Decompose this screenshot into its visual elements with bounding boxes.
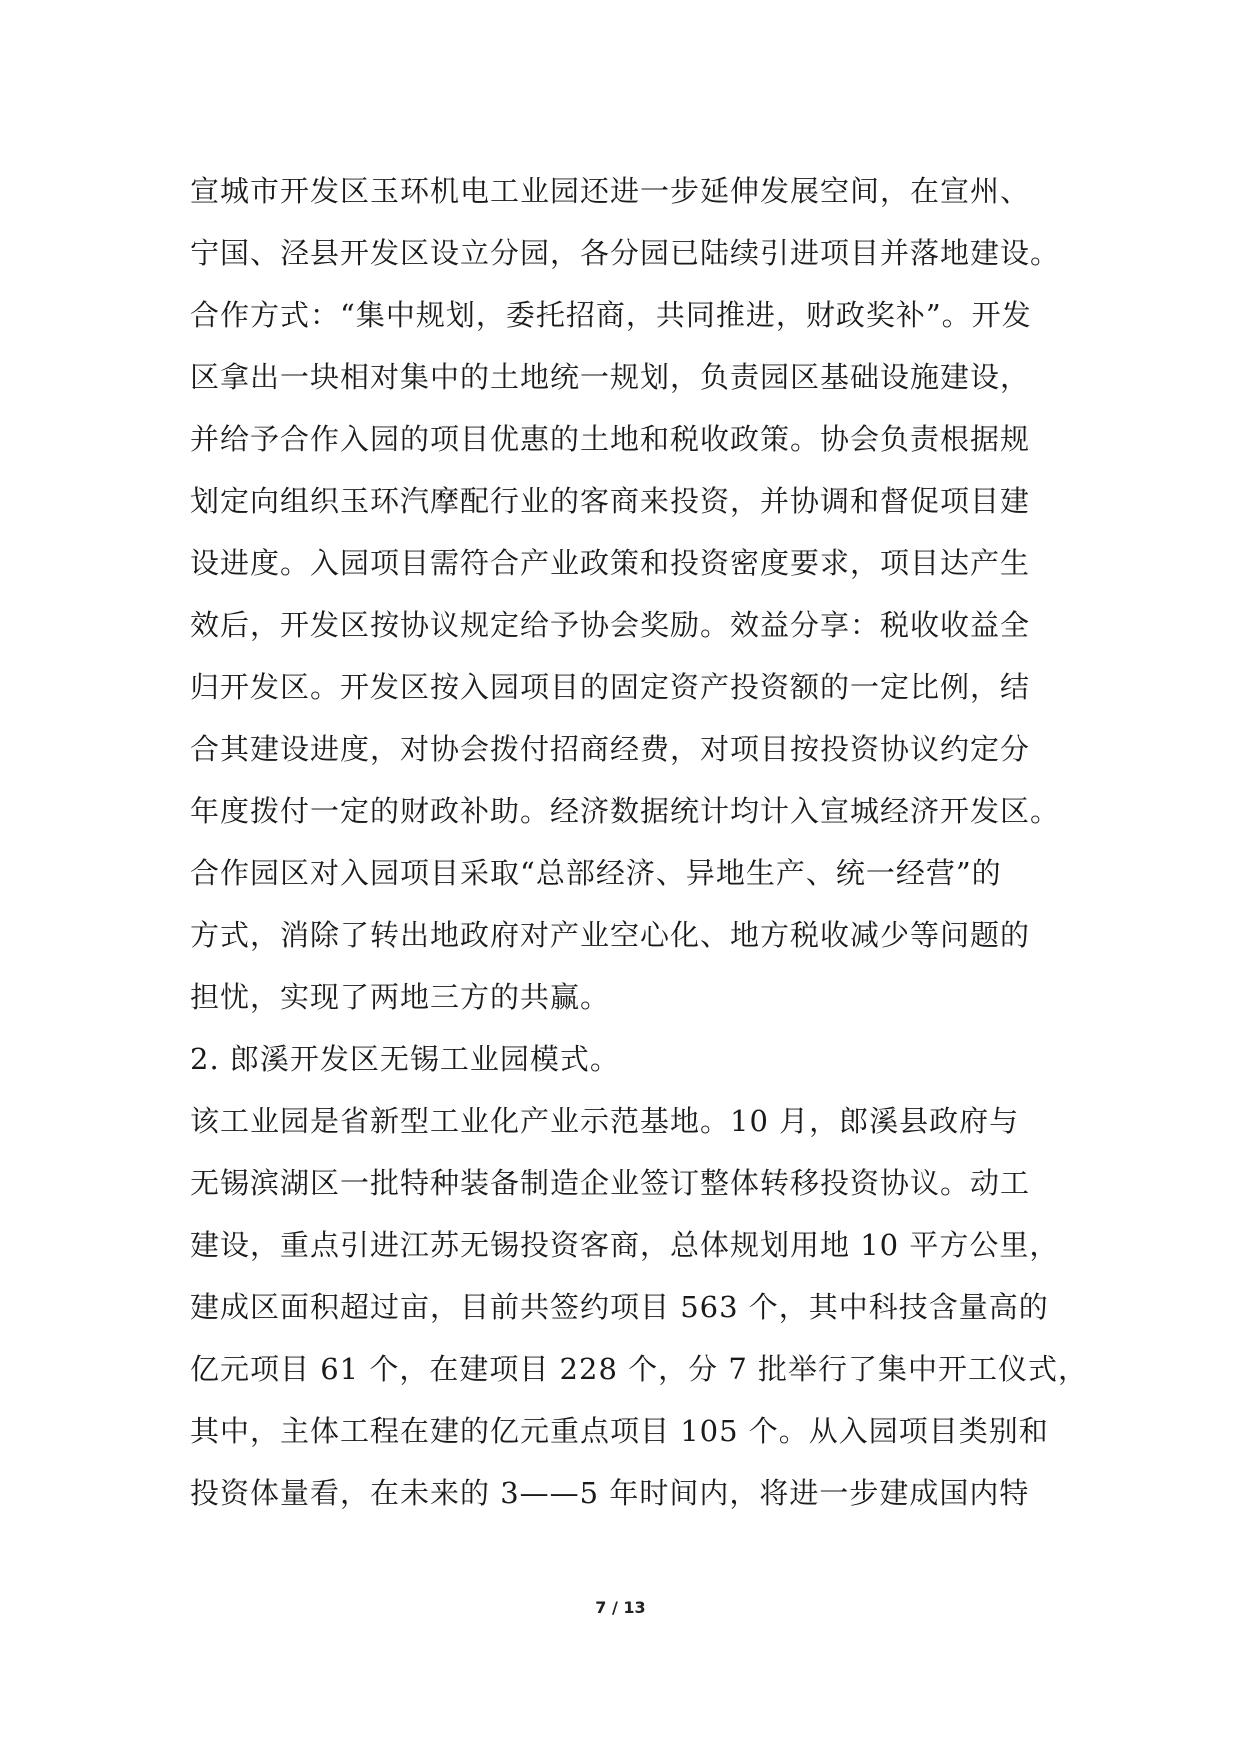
text-line: 归开发区。开发区按入园项目的固定资产投资额的一定比例，结 <box>190 670 1031 704</box>
text-line: 投资体量看，在未来的 3——5 年时间内，将进一步建成国内特 <box>190 1476 1030 1510</box>
text-line: 担忧，实现了两地三方的共赢。 <box>190 980 611 1014</box>
text-line: 宁国、泾县开发区设立分园，各分园已陆续引进项目并落地建设。 <box>190 236 1061 270</box>
text-line: 其中，主体工程在建的亿元重点项目 105 个。从入园项目类别和 <box>190 1414 1049 1448</box>
text-line: 年度拨付一定的财政补助。经济数据统计均计入宣城经济开发区。 <box>190 794 1061 828</box>
text-line: 无锡滨湖区一批特种装备制造企业签订整体转移投资协议。动工 <box>190 1166 1031 1200</box>
text-line: 建设，重点引进江苏无锡投资客商，总体规划用地 10 平方公里， <box>190 1228 1060 1262</box>
page-number: 7 / 13 <box>595 1598 646 1617</box>
text-line: 该工业园是省新型工业化产业示范基地。10 月，郎溪县政府与 <box>190 1104 1020 1138</box>
text-line: 建成区面积超过亩，目前共签约项目 563 个，其中科技含量高的 <box>190 1290 1049 1324</box>
section-heading: 2. 郎溪开发区无锡工业园模式。 <box>190 1042 620 1076</box>
text-line: 效后，开发区按协议规定给予协会奖励。效益分享：税收收益全 <box>190 608 1031 642</box>
text-line: 并给予合作入园的项目优惠的土地和税收政策。协会负责根据规 <box>190 422 1031 456</box>
text-line: 设进度。入园项目需符合产业政策和投资密度要求，项目达产生 <box>190 546 1031 580</box>
text-line: 亿元项目 61 个，在建项目 228 个，分 7 批举行了集中开工仪式， <box>190 1352 1089 1386</box>
text-line: 合作园区对入园项目采取“总部经济、异地生产、统一经营”的 <box>190 856 1002 890</box>
text-line: 方式，消除了转出地政府对产业空心化、地方税收减少等问题的 <box>190 918 1031 952</box>
text-line: 宣城市开发区玉环机电工业园还进一步延伸发展空间，在宣州、 <box>190 174 1031 208</box>
text-line: 合其建设进度，对协会拨付招商经费，对项目按投资协议约定分 <box>190 732 1031 766</box>
text-line: 区拿出一块相对集中的土地统一规划，负责园区基础设施建设， <box>190 360 1031 394</box>
body-text <box>190 160 1089 1524</box>
text-line: 划定向组织玉环汽摩配行业的客商来投资，并协调和督促项目建 <box>190 484 1031 518</box>
text-line: 合作方式：“集中规划，委托招商，共同推进，财政奖补”。开发 <box>190 298 1032 332</box>
